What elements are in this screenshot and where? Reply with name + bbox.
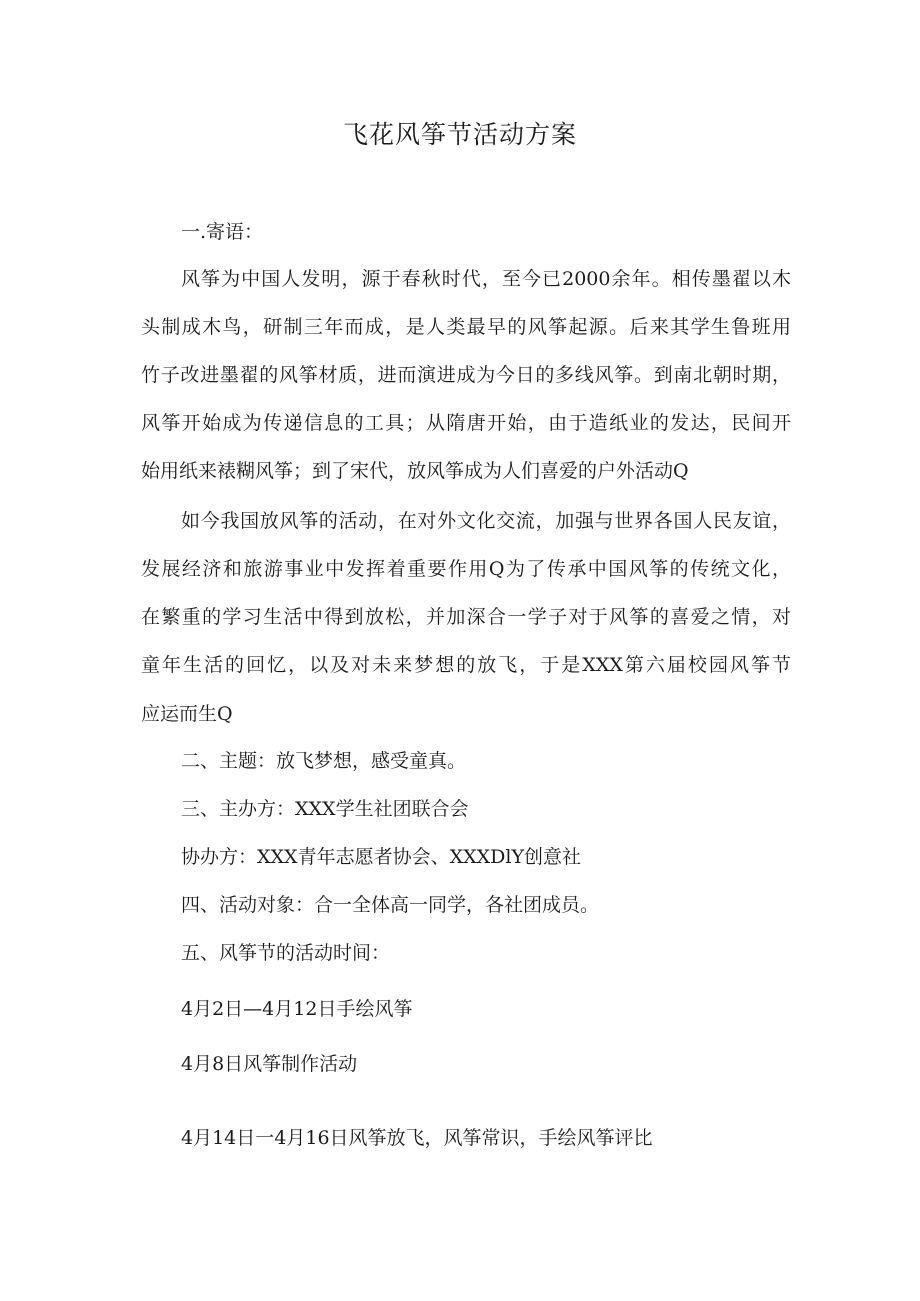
participants-line: 四、活动对象：合一全体高一同学，各社团成员。 bbox=[181, 894, 600, 916]
host-line: 三、主办方：XXX学生社团联合会 bbox=[181, 798, 469, 820]
paragraph-line: 发展经济和旅游事业中发挥着重要作用Q为了传承中国风筝的传统文化， bbox=[141, 558, 791, 580]
section-heading-greeting: 一.寄语： bbox=[181, 221, 264, 243]
paragraph-line: 童年生活的回忆，以及对未来梦想的放飞，于是XXX第六届校园风筝节 bbox=[141, 654, 791, 676]
time-heading: 五、风筝节的活动时间： bbox=[181, 942, 391, 964]
paragraph-line: 始用纸来裱糊风筝；到了宋代，放风筝成为人们喜爱的户外活动Q bbox=[141, 460, 689, 482]
paragraph-line: 风筝为中国人发明，源于春秋时代，至今已2000余年。相传墨翟以木 bbox=[181, 268, 791, 290]
paragraph-line: 风筝开始成为传递信息的工具；从隋唐开始，由于造纸业的发达，民间开 bbox=[141, 412, 791, 434]
paragraph-line: 如今我国放风筝的活动，在对外文化交流，加强与世界各国人民友谊， bbox=[181, 510, 791, 532]
paragraph-line: 在繁重的学习生活中得到放松，并加深合一学子对于风筝的喜爱之情，对 bbox=[141, 606, 791, 628]
co-host-line: 协办方：XXX青年志愿者协会、XXXDlY创意社 bbox=[181, 846, 582, 868]
paragraph-line: 竹子改进墨翟的风筝材质，进而演进成为今日的多线风筝。到南北朝时期， bbox=[141, 364, 791, 386]
paragraph-line: 头制成木鸟，研制三年而成，是人类最早的风筝起源。后来其学生鲁班用 bbox=[141, 316, 791, 338]
schedule-item: 4月8日风筝制作活动 bbox=[181, 1053, 358, 1075]
document-title: 飞花风筝节活动方案 bbox=[342, 120, 577, 149]
schedule-item: 4月2日—4月12日手绘风筝 bbox=[181, 998, 413, 1020]
paragraph-line: 应运而生Q bbox=[141, 703, 233, 725]
theme-line: 二、主题：放飞梦想，感受童真。 bbox=[181, 750, 467, 772]
schedule-item: 4月14日一4月16日风筝放飞，风筝常识，手绘风筝评比 bbox=[181, 1127, 653, 1149]
